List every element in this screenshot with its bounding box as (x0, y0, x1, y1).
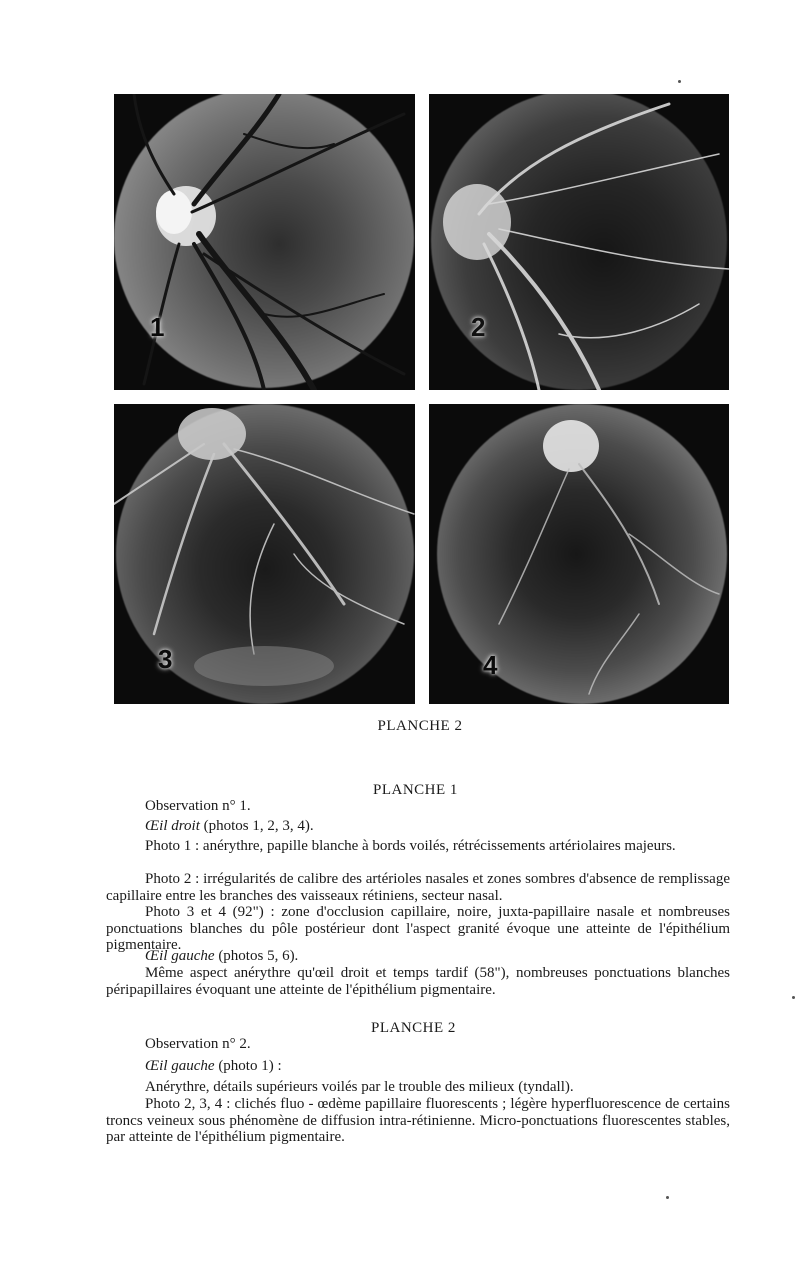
planche-2-heading: PLANCHE 2 (371, 1020, 456, 1036)
photo-number: 1 (150, 312, 165, 342)
photo-5-6-description: Même aspect anérythre qu'œil droit et temps tardif (58"), nombreuses ponctuations blanches péripapillaires évoquant une atteinte de l'épithélium pigmentaire. (106, 965, 730, 998)
eye-left-photos: (photos 5, 6). (218, 948, 299, 964)
eye-left-label-2: Œil gauche (145, 1058, 215, 1074)
eye-left-label: Œil gauche (145, 948, 215, 964)
photo-2-description: Photo 2 : irrégularités de calibre des artérioles nasales et zones sombres d'absence de remplissage capillaire entre les branches des vaisseaux rétiniens, secteur nasal. (106, 871, 730, 904)
photo-1-description: Photo 1 : anérythre, papille blanche à bords voilés, rétrécissements artériolaires majeurs. (145, 838, 676, 854)
photo-3-4-description: Photo 3 et 4 (92") : zone d'occlusion capillaire, noire, juxta-papillaire nasale et nombreuses ponctuations blanches du pôle postérieur dont l'aspect granité évoque une atteinte de l'épithélium pigmentaire. (106, 904, 730, 953)
planche-1-heading: PLANCHE 1 (373, 782, 458, 798)
fundus-photo-3 (114, 404, 415, 704)
eye-left-line (145, 948, 298, 965)
retinal-vessels (429, 94, 729, 390)
observation-2: Observation n° 2. (145, 1036, 251, 1052)
eye-left-photos-2: (photo 1) : (218, 1058, 282, 1074)
scan-speck (678, 80, 681, 83)
photo-1-description-2: Anérythre, détails supérieurs voilés par le trouble des milieux (tyndall). (145, 1079, 574, 1095)
scan-speck (666, 1196, 669, 1199)
photo-number: 4 (483, 650, 498, 680)
scan-speck (792, 996, 795, 999)
eye-right-photos: (photos 1, 2, 3, 4). (203, 818, 314, 834)
eye-right-line (145, 818, 314, 835)
fundus-photo-1 (114, 94, 415, 390)
retinal-vessels (429, 404, 729, 704)
fundus-photo-4 (429, 404, 729, 704)
photo-2-3-4-description: Photo 2, 3, 4 : clichés fluo - œdème papillaire fluorescents ; légère hyperfluorescence de certains troncs veineux sous phénomène de diffusion intra-rétinienne. Micro-ponctuations fluorescentes stables, par atteinte de l'épithélium pigmentaire. (106, 1096, 730, 1145)
eye-right-label: Œil droit (145, 818, 200, 834)
eye-left-line-2 (145, 1058, 282, 1075)
retinal-vessels (114, 94, 415, 390)
photo-number: 3 (158, 644, 173, 674)
figure-caption: PLANCHE 2 (377, 718, 463, 734)
observation-1: Observation n° 1. (145, 798, 251, 814)
fundus-photo-2 (429, 94, 729, 390)
photo-number: 2 (471, 312, 486, 342)
